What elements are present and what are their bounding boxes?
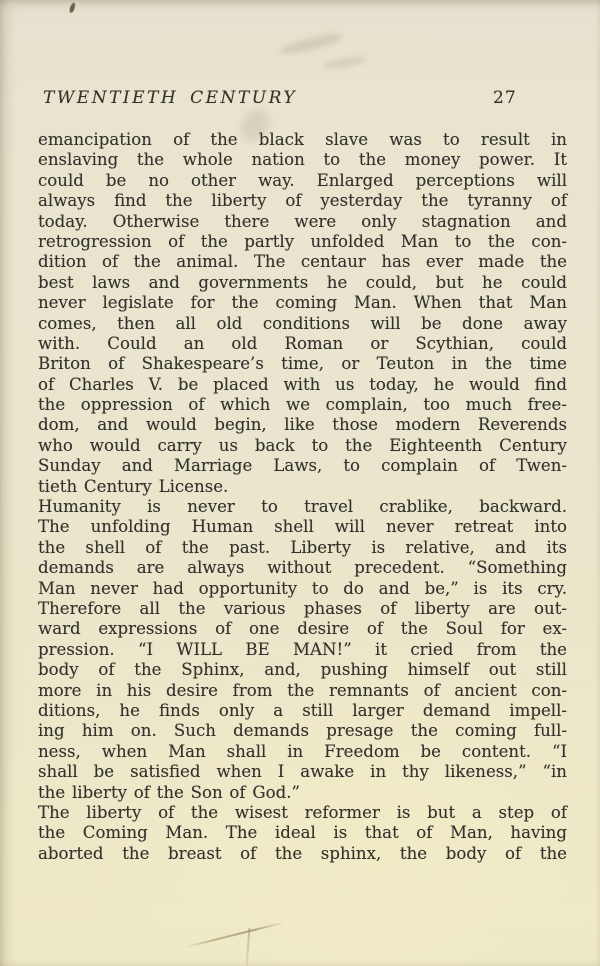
text-line: emancipation of the black slave was to result in xyxy=(38,130,567,149)
text-line: comes, then all old conditions will be done away xyxy=(38,313,567,333)
page-number: 27 xyxy=(493,88,517,108)
text-line: enslaving the whole nation to the money power. It xyxy=(38,150,567,170)
text-line: ditions, he finds only a still larger demand impell- xyxy=(38,700,567,720)
text-line: the Coming Man. The ideal is that of Man, having xyxy=(38,823,567,843)
paper-scratch xyxy=(183,921,284,948)
paper-scratch xyxy=(246,928,250,966)
text-line: could be no other way. Enlarged perceptions will xyxy=(38,170,567,190)
page-body xyxy=(38,130,567,864)
text-line: always find the liberty of yesterday the tyranny of xyxy=(38,191,567,211)
text-line: dom, and would begin, like those modern Reverends xyxy=(38,415,567,435)
text-line: retrogression of the partly unfolded Man to the con- xyxy=(38,231,567,251)
text-line: of Charles V. be placed with us today, he would find xyxy=(38,374,567,394)
paper-smudge xyxy=(322,54,369,71)
text-line: with. Could an old Roman or Scythian, could xyxy=(38,333,567,353)
text-line: dition of the animal. The centaur has ever made the xyxy=(38,252,567,272)
text-line: more in his desire from the remnants of ancient con- xyxy=(38,680,567,700)
text-line: The unfolding Human shell will never retreat into xyxy=(38,517,567,537)
text-line: demands are always without precedent. “Something xyxy=(38,558,567,578)
text-line: Sunday and Marriage Laws, to complain of Twen- xyxy=(38,456,567,476)
running-title: TWENTIETH CENTURY xyxy=(43,88,298,108)
paper-smudge xyxy=(278,30,345,58)
text-line: the shell of the past. Liberty is relative, and its xyxy=(38,537,567,557)
ink-speck xyxy=(68,1,76,13)
text-line: body of the Sphinx, and, pushing himself out still xyxy=(38,660,567,680)
paragraph xyxy=(38,130,567,497)
text-line: tieth Century License. xyxy=(38,476,229,496)
text-line: Therefore all the various phases of liberty are out- xyxy=(38,598,567,618)
text-line: The liberty of the wisest reformer is but a step of xyxy=(38,802,567,822)
text-line: ness, when Man shall in Freedom be content. “I xyxy=(38,741,567,761)
running-header xyxy=(43,88,565,112)
text-line: aborted the breast of the sphinx, the body of the xyxy=(38,843,567,863)
text-line: who would carry us back to the Eighteenth Century xyxy=(38,435,567,455)
text-line: today. Otherwise there were only stagnation and xyxy=(38,211,567,231)
text-line: the liberty of the Son of God.” xyxy=(38,782,300,802)
text-line: ward expressions of one desire of the Soul for ex- xyxy=(38,619,567,639)
text-line: Briton of Shakespeare’s time, or Teuton in the time xyxy=(38,354,567,374)
text-line: Man never had opportunity to do and be,” is its cry. xyxy=(38,578,567,598)
text-line: pression. “I WILL BE MAN!” it cried from the xyxy=(38,639,567,659)
paragraph xyxy=(38,497,567,803)
text-line: ing him on. Such demands presage the coming full- xyxy=(38,721,567,741)
text-line: best laws and governments he could, but he could xyxy=(38,272,567,292)
text-line: shall be satisfied when I awake in thy likeness,” “in xyxy=(38,762,567,782)
text-line: Humanity is never to travel crablike, backward. xyxy=(38,497,567,517)
text-line: never legislate for the coming Man. When that Man xyxy=(38,293,567,313)
paragraph xyxy=(38,803,567,864)
text-line: the oppression of which we complain, too much free- xyxy=(38,395,567,415)
